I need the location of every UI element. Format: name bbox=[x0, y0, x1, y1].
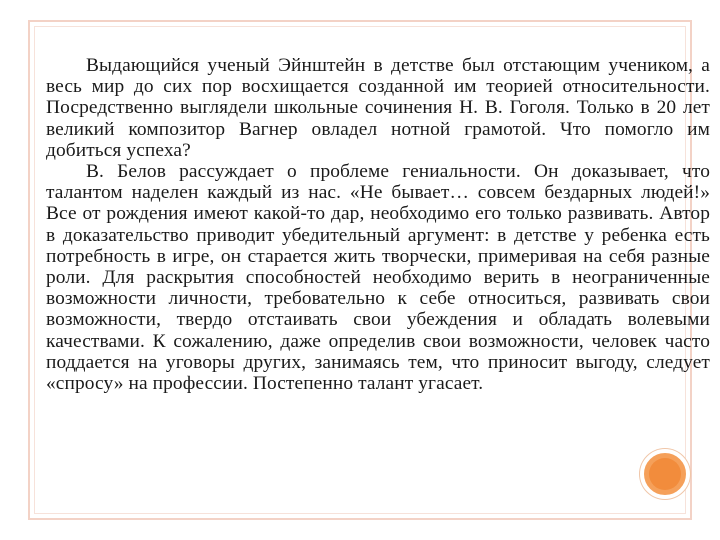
decorative-circle-core bbox=[649, 458, 681, 490]
paragraph-intro: Выдающийся ученый Эйнштейн в детстве был отстающим учеником, а весь мир до сих пор восхищается созданной им теорией относительности. Посредственно выглядели школьные сочинения Н. В. Гоголя. Только в 20 лет великий композитор Вагнер овладел нотной грамотой. Что помогло им добиться успеха? bbox=[46, 55, 710, 161]
paragraph-argument: В. Белов рассуждает о проблеме гениальности. Он доказывает, что талантом наделен каждый из нас. «Не бывает… совсем бездарных людей!» Все от рождения имеют какой-то дар, необходимо его только развивать. Автор в доказательство приводит убедительный аргумент: в детстве у ребенка есть потребность в игре, он старается жить творчески, примеривая на себя разные роли. Для раскрытия способностей необходимо верить в неограниченные возможности личности, требовательно к себе относиться, развивать свои возможности, твердо отстаивать свои убеждения и обладать волевыми качествами. К сожалению, даже определив свои возможности, человек часто поддается на уговоры других, занимаясь тем, что приносит выгоду, следует «спросу» на профессии. Постепенно талант угасает. bbox=[46, 161, 710, 395]
decorative-circle-icon bbox=[640, 449, 690, 499]
essay-text bbox=[46, 55, 710, 394]
